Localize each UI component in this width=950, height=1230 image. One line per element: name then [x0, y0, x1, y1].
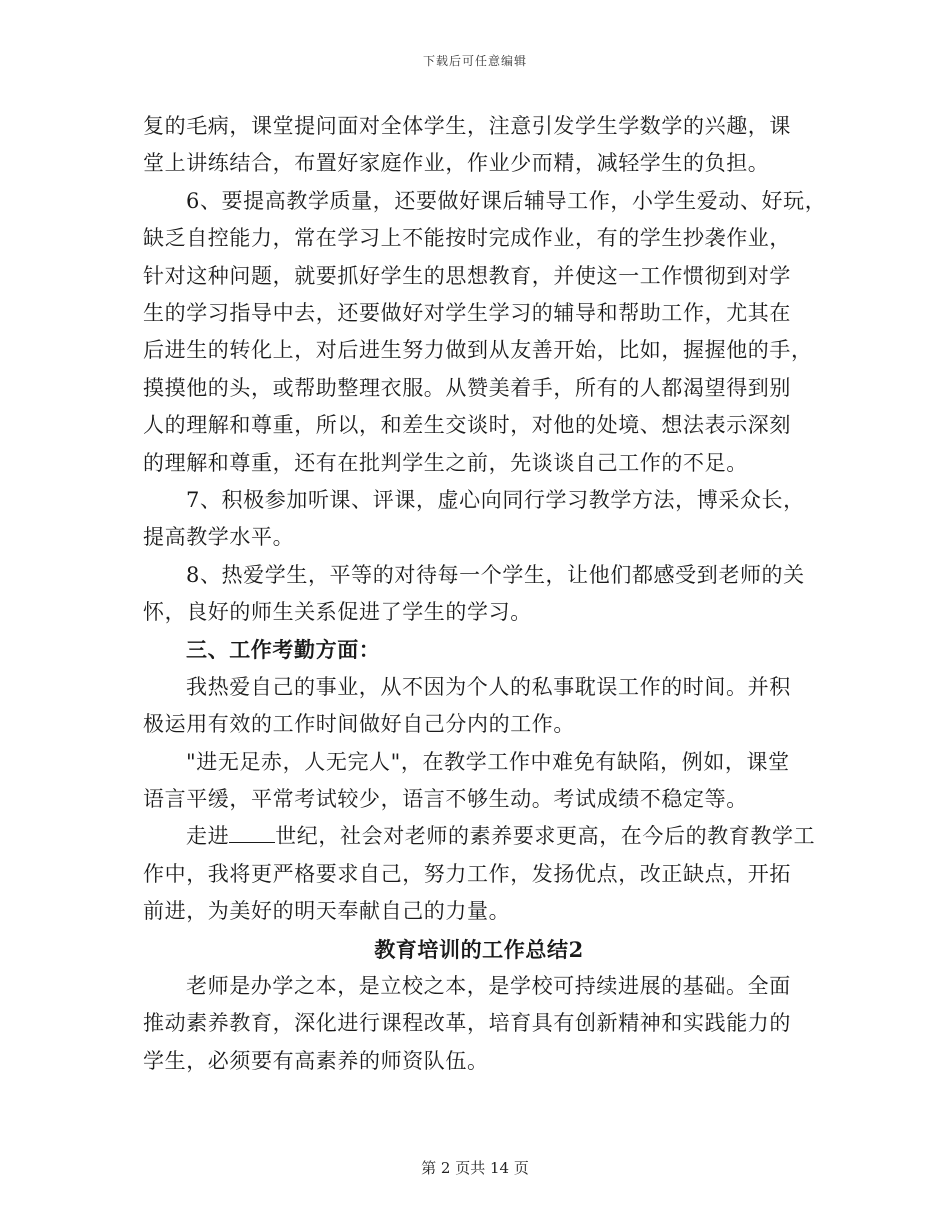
line-prefix: 走进	[186, 824, 230, 849]
text-line: 老师是办学之本，是立校之本，是学校可持续进展的基础。全面	[186, 973, 791, 998]
text-line: 7、积极参加听课、评课，虚心向同行学习教学方法，博采众长，	[186, 487, 805, 512]
section-heading: 三、工作考勤方面：	[186, 637, 381, 663]
text-line: 生的学习指导中去，还要做好对学生学习的辅导和帮助工作，尤其在	[143, 300, 791, 325]
text-line-with-blank	[143, 818, 823, 855]
text-line: 人的理解和尊重，所以，和差生交谈时，对他的处境、想法表示深刻	[143, 413, 791, 438]
text-line: 提高教学水平。	[143, 525, 295, 550]
article-title: 教育培训的工作总结2	[374, 936, 584, 962]
text-line: 学生，必须要有高素养的师资队伍。	[143, 1048, 489, 1073]
text-line: 后进生的转化上，对后进生努力做到从友善开始，比如，握握他的手，	[143, 338, 813, 363]
text-line: "进无足赤，人无完人"，在教学工作中难免有缺陷，例如，课堂	[186, 749, 790, 774]
line-rest: 世纪，社会对老师的素养要求更高，在今后的教育教学工	[275, 824, 816, 849]
text-line: 前进，为美好的明天奉献自己的力量。	[143, 899, 511, 924]
fill-in-blank	[229, 820, 275, 843]
text-line: 的理解和尊重，还有在批判学生之前，先谈谈自己工作的不足。	[143, 450, 748, 475]
text-line: 极运用有效的工作时间做好自己分内的工作。	[143, 712, 575, 737]
text-line: 8、热爱学生，平等的对待每一个学生，让他们都感受到老师的关	[186, 562, 805, 587]
text-line: 我热爱自己的事业，从不因为个人的私事耽误工作的时间。并积	[186, 674, 791, 699]
text-line: 作中，我将更严格要求自己，努力工作，发扬优点，改正缺点，开拓	[143, 861, 791, 886]
page-number: 第 2 页共 14 页	[421, 1159, 529, 1177]
page-header: 下载后可任意编辑	[422, 54, 527, 68]
text-line: 怀，良好的师生关系促进了学生的学习。	[143, 600, 532, 625]
text-line: 复的毛病，课堂提问面对全体学生，注意引发学生学数学的兴趣，课	[143, 114, 791, 138]
text-line: 堂上讲练结合，布置好家庭作业，作业少而精，减轻学生的负担。	[143, 151, 770, 176]
document-body	[143, 108, 827, 1080]
text-line: 摸摸他的头，或帮助整理衣服。从赞美着手，所有的人都渴望得到别	[143, 375, 791, 400]
text-line: 缺乏自控能力，常在学习上不能按时完成作业，有的学生抄袭作业，	[143, 226, 791, 251]
text-line: 语言平缓，平常考试较少，语言不够生动。考试成绩不稳定等。	[143, 787, 748, 812]
text-line: 6、要提高教学质量，还要做好课后辅导工作，小学生爱动、好玩，	[186, 188, 827, 213]
text-line: 推动素养教育，深化进行课程改革，培育具有创新精神和实践能力的	[143, 1011, 791, 1036]
text-line: 针对这种问题，就要抓好学生的思想教育，并使这一工作惯彻到对学	[143, 263, 791, 288]
